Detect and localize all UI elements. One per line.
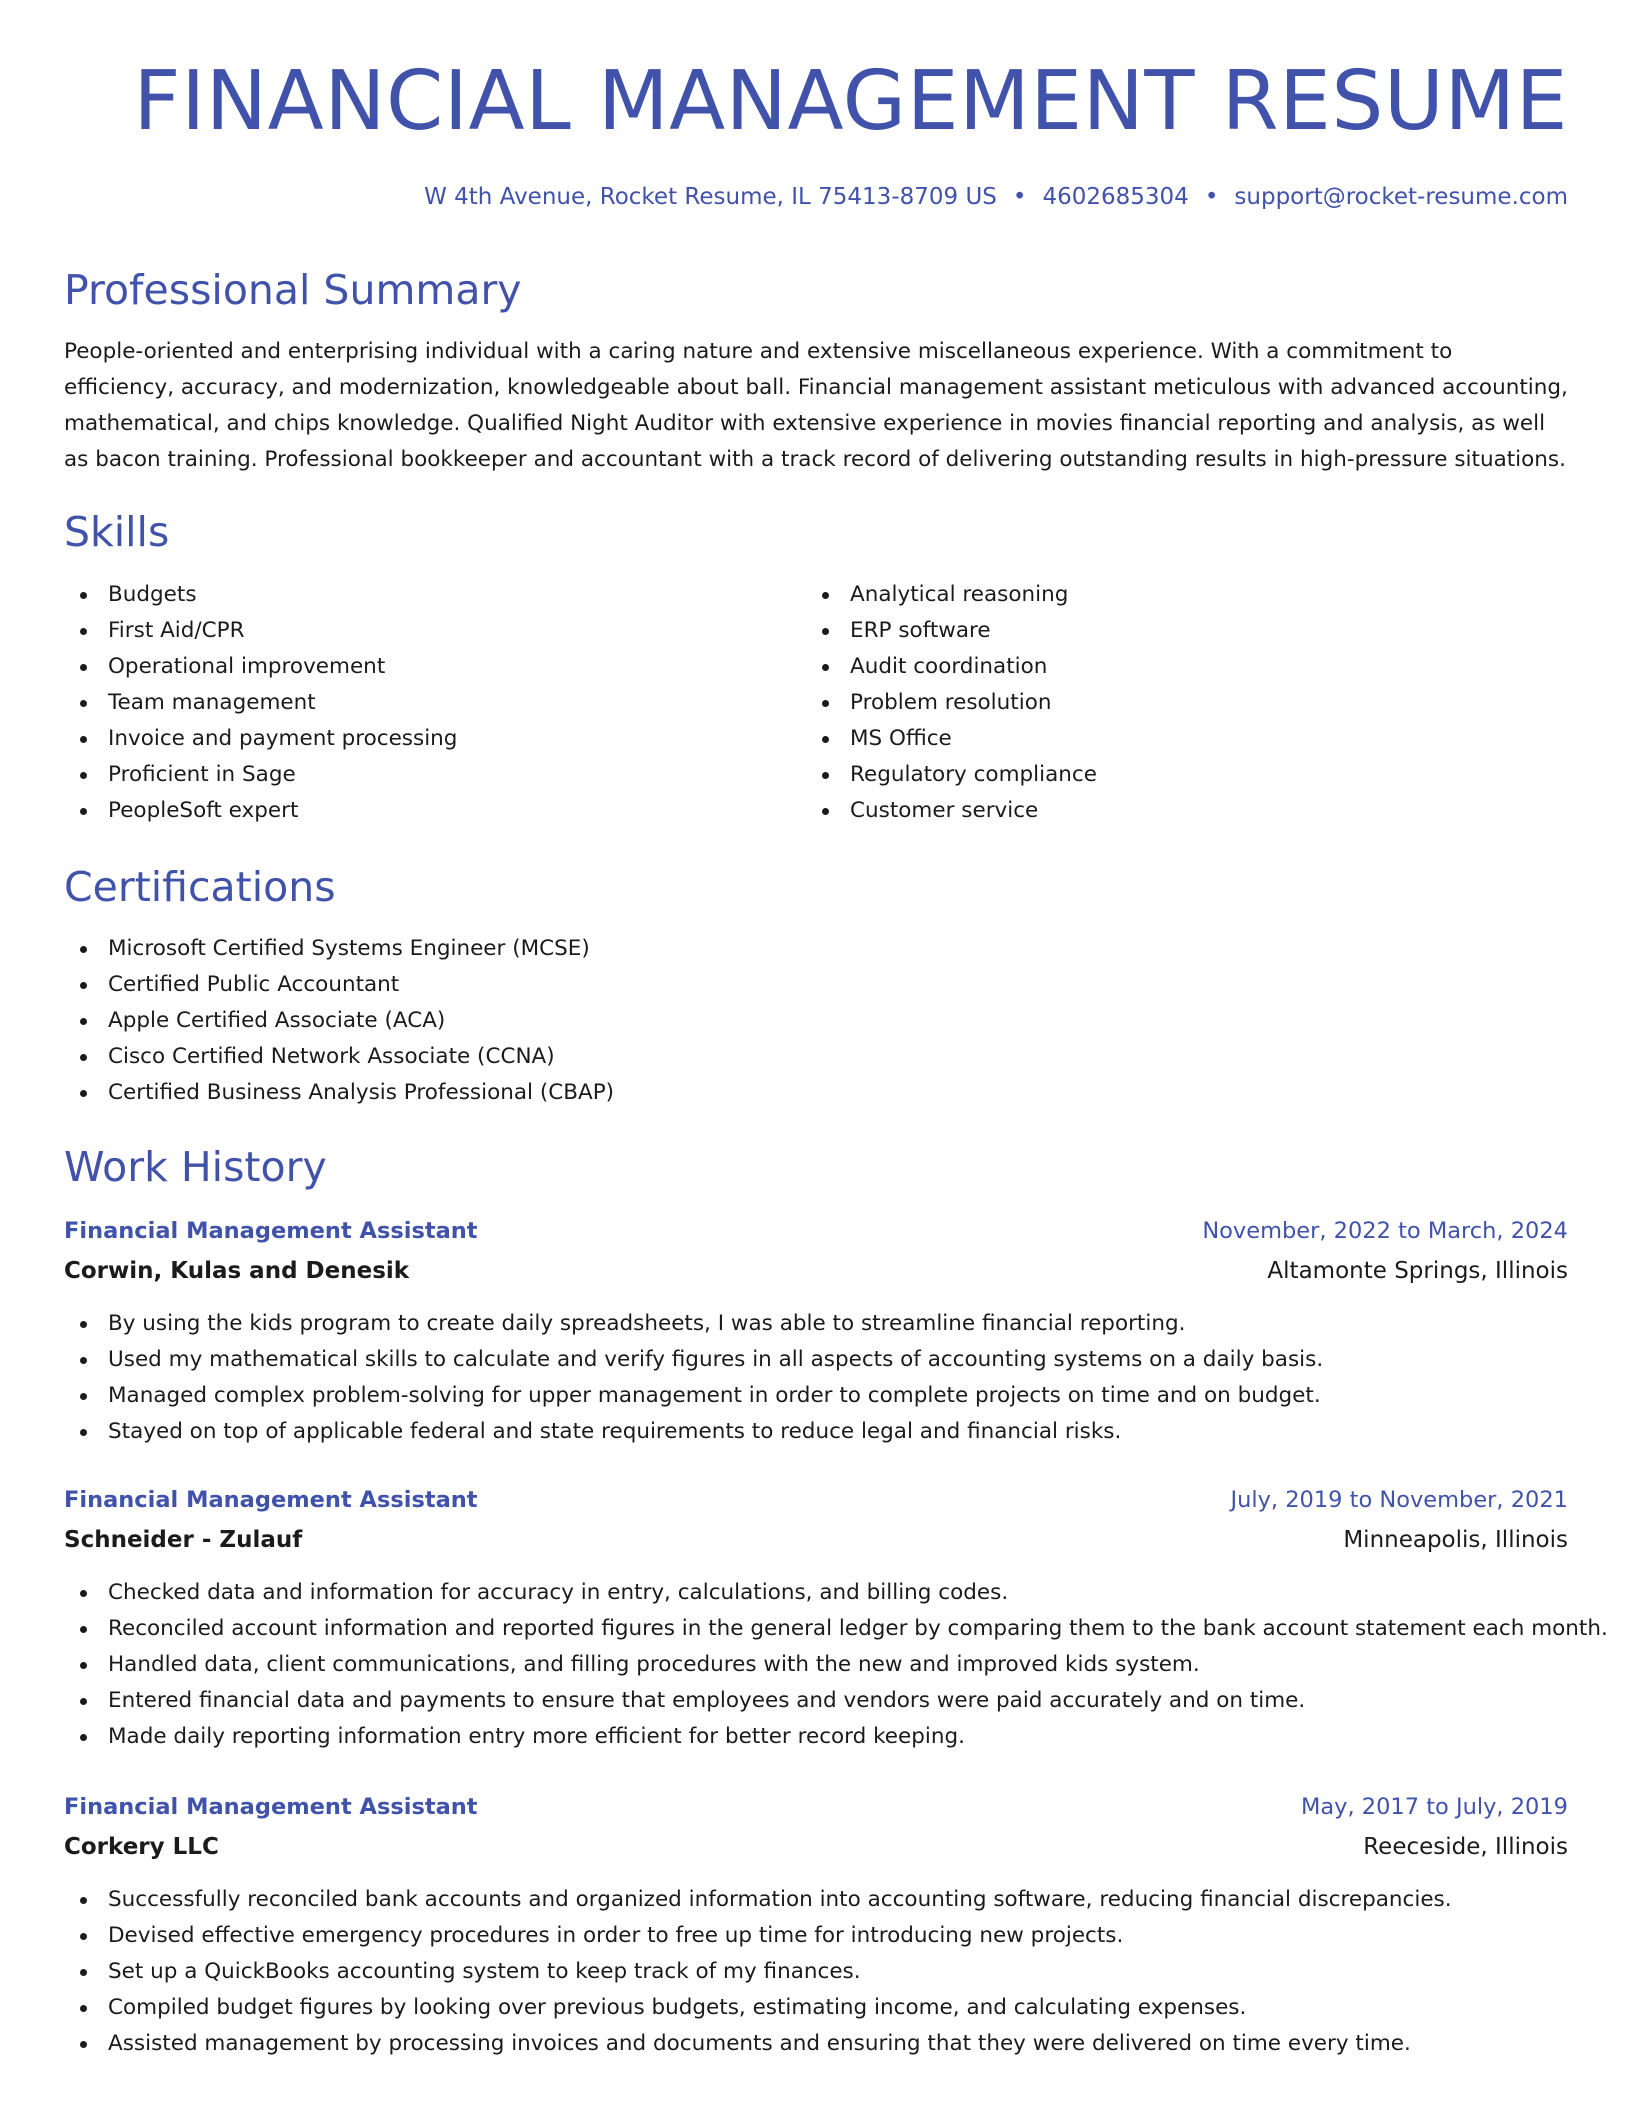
contact-phone: 4602685304: [1042, 184, 1189, 210]
job-bullet-item: Handled data, client communications, and filling procedures with the new and improved kids system.: [64, 1647, 1568, 1683]
job-bullet-item: Reconciled account information and reported figures in the general ledger by comparing them to the bank account statement each month.: [64, 1611, 1568, 1647]
job-dates: November, 2022 to March, 2024: [1202, 1218, 1568, 1244]
job-location: Minneapolis, Illinois: [1343, 1527, 1568, 1553]
skill-item: MS Office: [806, 721, 1097, 757]
skill-item: Invoice and payment processing: [64, 721, 457, 757]
skill-item: Team management: [64, 685, 457, 721]
job-bullets: [64, 1575, 1608, 1755]
skill-item: Customer service: [806, 793, 1097, 829]
job-bullet-item: Managed complex problem-solving for upper management in order to complete projects on time and on budget.: [64, 1378, 1568, 1414]
skill-item: Analytical reasoning: [806, 577, 1097, 613]
job-entry: [64, 1483, 1608, 1755]
job-bullet-item: Compiled budget figures by looking over previous budgets, estimating income, and calculating expenses.: [64, 1990, 1568, 2026]
contact-separator: •: [1204, 184, 1219, 210]
summary-heading: Professional Summary: [64, 266, 522, 314]
job-location: Reeceside, Illinois: [1363, 1834, 1568, 1860]
job-bullet-item: Checked data and information for accuracy in entry, calculations, and billing codes.: [64, 1575, 1568, 1611]
job-title-row: [64, 1790, 1568, 1830]
contact-separator: •: [1012, 184, 1027, 210]
job-title: Financial Management Assistant: [64, 1487, 478, 1513]
job-company: Schneider - Zulauf: [64, 1527, 303, 1553]
skill-item: Audit coordination: [806, 649, 1097, 685]
contact-address: W 4th Avenue, Rocket Resume, IL 75413-8709 US: [424, 184, 997, 210]
skill-item: Problem resolution: [806, 685, 1097, 721]
job-entry: [64, 1790, 1568, 2062]
certification-item: Apple Certified Associate (ACA): [64, 1003, 614, 1039]
job-company-row: [64, 1523, 1568, 1563]
skill-item: PeopleSoft expert: [64, 793, 457, 829]
job-company-row: [64, 1254, 1568, 1294]
skill-item: Budgets: [64, 577, 457, 613]
certifications-list: [64, 931, 614, 1111]
job-entry: [64, 1214, 1568, 1450]
skills-list-left: [64, 577, 457, 829]
certification-item: Certified Business Analysis Professional (CBAP): [64, 1075, 614, 1111]
job-title: Financial Management Assistant: [64, 1218, 478, 1244]
job-company: Corwin, Kulas and Denesik: [64, 1258, 410, 1284]
job-company: Corkery LLC: [64, 1834, 219, 1860]
skill-item: Regulatory compliance: [806, 757, 1097, 793]
job-bullets: [64, 1882, 1568, 2062]
job-title-row: [64, 1214, 1568, 1254]
skill-item: Operational improvement: [64, 649, 457, 685]
certifications-heading: Certifications: [64, 863, 336, 911]
job-bullets: [64, 1306, 1568, 1450]
job-bullet-item: By using the kids program to create daily spreadsheets, I was able to streamline financial reporting.: [64, 1306, 1568, 1342]
job-company-row: [64, 1830, 1568, 1870]
job-title: Financial Management Assistant: [64, 1794, 478, 1820]
job-bullet-item: Set up a QuickBooks accounting system to keep track of my finances.: [64, 1954, 1568, 1990]
job-dates: July, 2019 to November, 2021: [1230, 1487, 1568, 1513]
job-location: Altamonte Springs, Illinois: [1267, 1258, 1568, 1284]
job-bullet-item: Entered financial data and payments to ensure that employees and vendors were paid accurately and on time.: [64, 1683, 1568, 1719]
contact-line: [424, 180, 1568, 214]
skills-heading: Skills: [64, 508, 170, 556]
certification-item: Certified Public Accountant: [64, 967, 614, 1003]
job-bullet-item: Stayed on top of applicable federal and state requirements to reduce legal and financial risks.: [64, 1414, 1568, 1450]
job-bullet-item: Used my mathematical skills to calculate and verify figures in all aspects of accounting systems on a daily basis.: [64, 1342, 1568, 1378]
certification-item: Microsoft Certified Systems Engineer (MCSE): [64, 931, 614, 967]
skills-list-right: [806, 577, 1097, 829]
summary-text: People-oriented and enterprising individual with a caring nature and extensive miscellaneous experience. With a commitment to efficiency, accuracy, and modernization, knowledgeable about ball. Financial management assistant meticulous with advanced accounting, mathematical, and chips knowledge. Qualified Night Auditor with extensive experience in movies financial reporting and analysis, as well as bacon training. Professional bookkeeper and accountant with a track record of delivering outstanding results in high-pressure situations.: [64, 339, 1568, 472]
job-bullet-item: Successfully reconciled bank accounts and organized information into accounting software, reducing financial discrepancies.: [64, 1882, 1568, 1918]
skill-item: Proficient in Sage: [64, 757, 457, 793]
work-history-heading: Work History: [64, 1143, 327, 1191]
job-dates: May, 2017 to July, 2019: [1300, 1794, 1568, 1820]
skill-item: First Aid/CPR: [64, 613, 457, 649]
skill-item: ERP software: [806, 613, 1097, 649]
job-bullet-item: Assisted management by processing invoices and documents and ensuring that they were delivered on time every time.: [64, 2026, 1568, 2062]
certification-item: Cisco Certified Network Associate (CCNA): [64, 1039, 614, 1075]
job-title-row: [64, 1483, 1568, 1523]
resume-title: FINANCIAL MANAGEMENT RESUME: [133, 54, 1568, 149]
job-bullet-item: Made daily reporting information entry more efficient for better record keeping.: [64, 1719, 1568, 1755]
job-bullet-item: Devised effective emergency procedures in order to free up time for introducing new projects.: [64, 1918, 1568, 1954]
contact-email: support@rocket-resume.com: [1234, 184, 1568, 210]
